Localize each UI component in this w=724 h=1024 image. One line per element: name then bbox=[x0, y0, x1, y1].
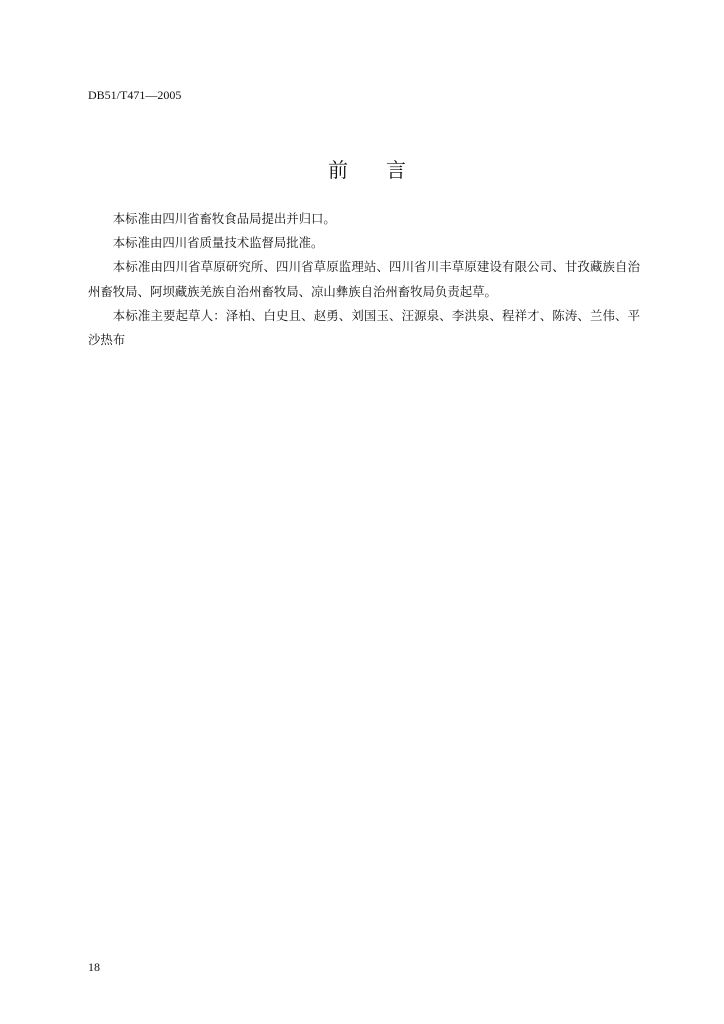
title-char-1: 前 bbox=[328, 158, 348, 182]
foreword-body bbox=[88, 207, 640, 352]
title-char-2: 言 bbox=[386, 158, 406, 182]
standard-code: DB51/T471—2005 bbox=[88, 88, 182, 102]
page-title bbox=[0, 154, 724, 183]
paragraph-drafting-units: 本标准由四川省草原研究所、四川省草原监理站、四川省川丰草原建设有限公司、甘孜藏族自治州畜牧局、阿坝藏族羌族自治州畜牧局、凉山彝族自治州畜牧局负责起草。 bbox=[88, 259, 640, 299]
page-number: 18 bbox=[88, 960, 100, 974]
paragraph-approver: 本标准由四川省质量技术监督局批准。 bbox=[112, 235, 324, 251]
paragraph-drafters: 本标准主要起草人：泽柏、白史且、赵勇、刘国玉、汪源泉、李洪泉、程祥才、陈涛、兰伟、平沙热布 bbox=[88, 307, 640, 348]
paragraph-proposer: 本标准由四川省畜牧食品局提出并归口。 bbox=[112, 211, 336, 226]
